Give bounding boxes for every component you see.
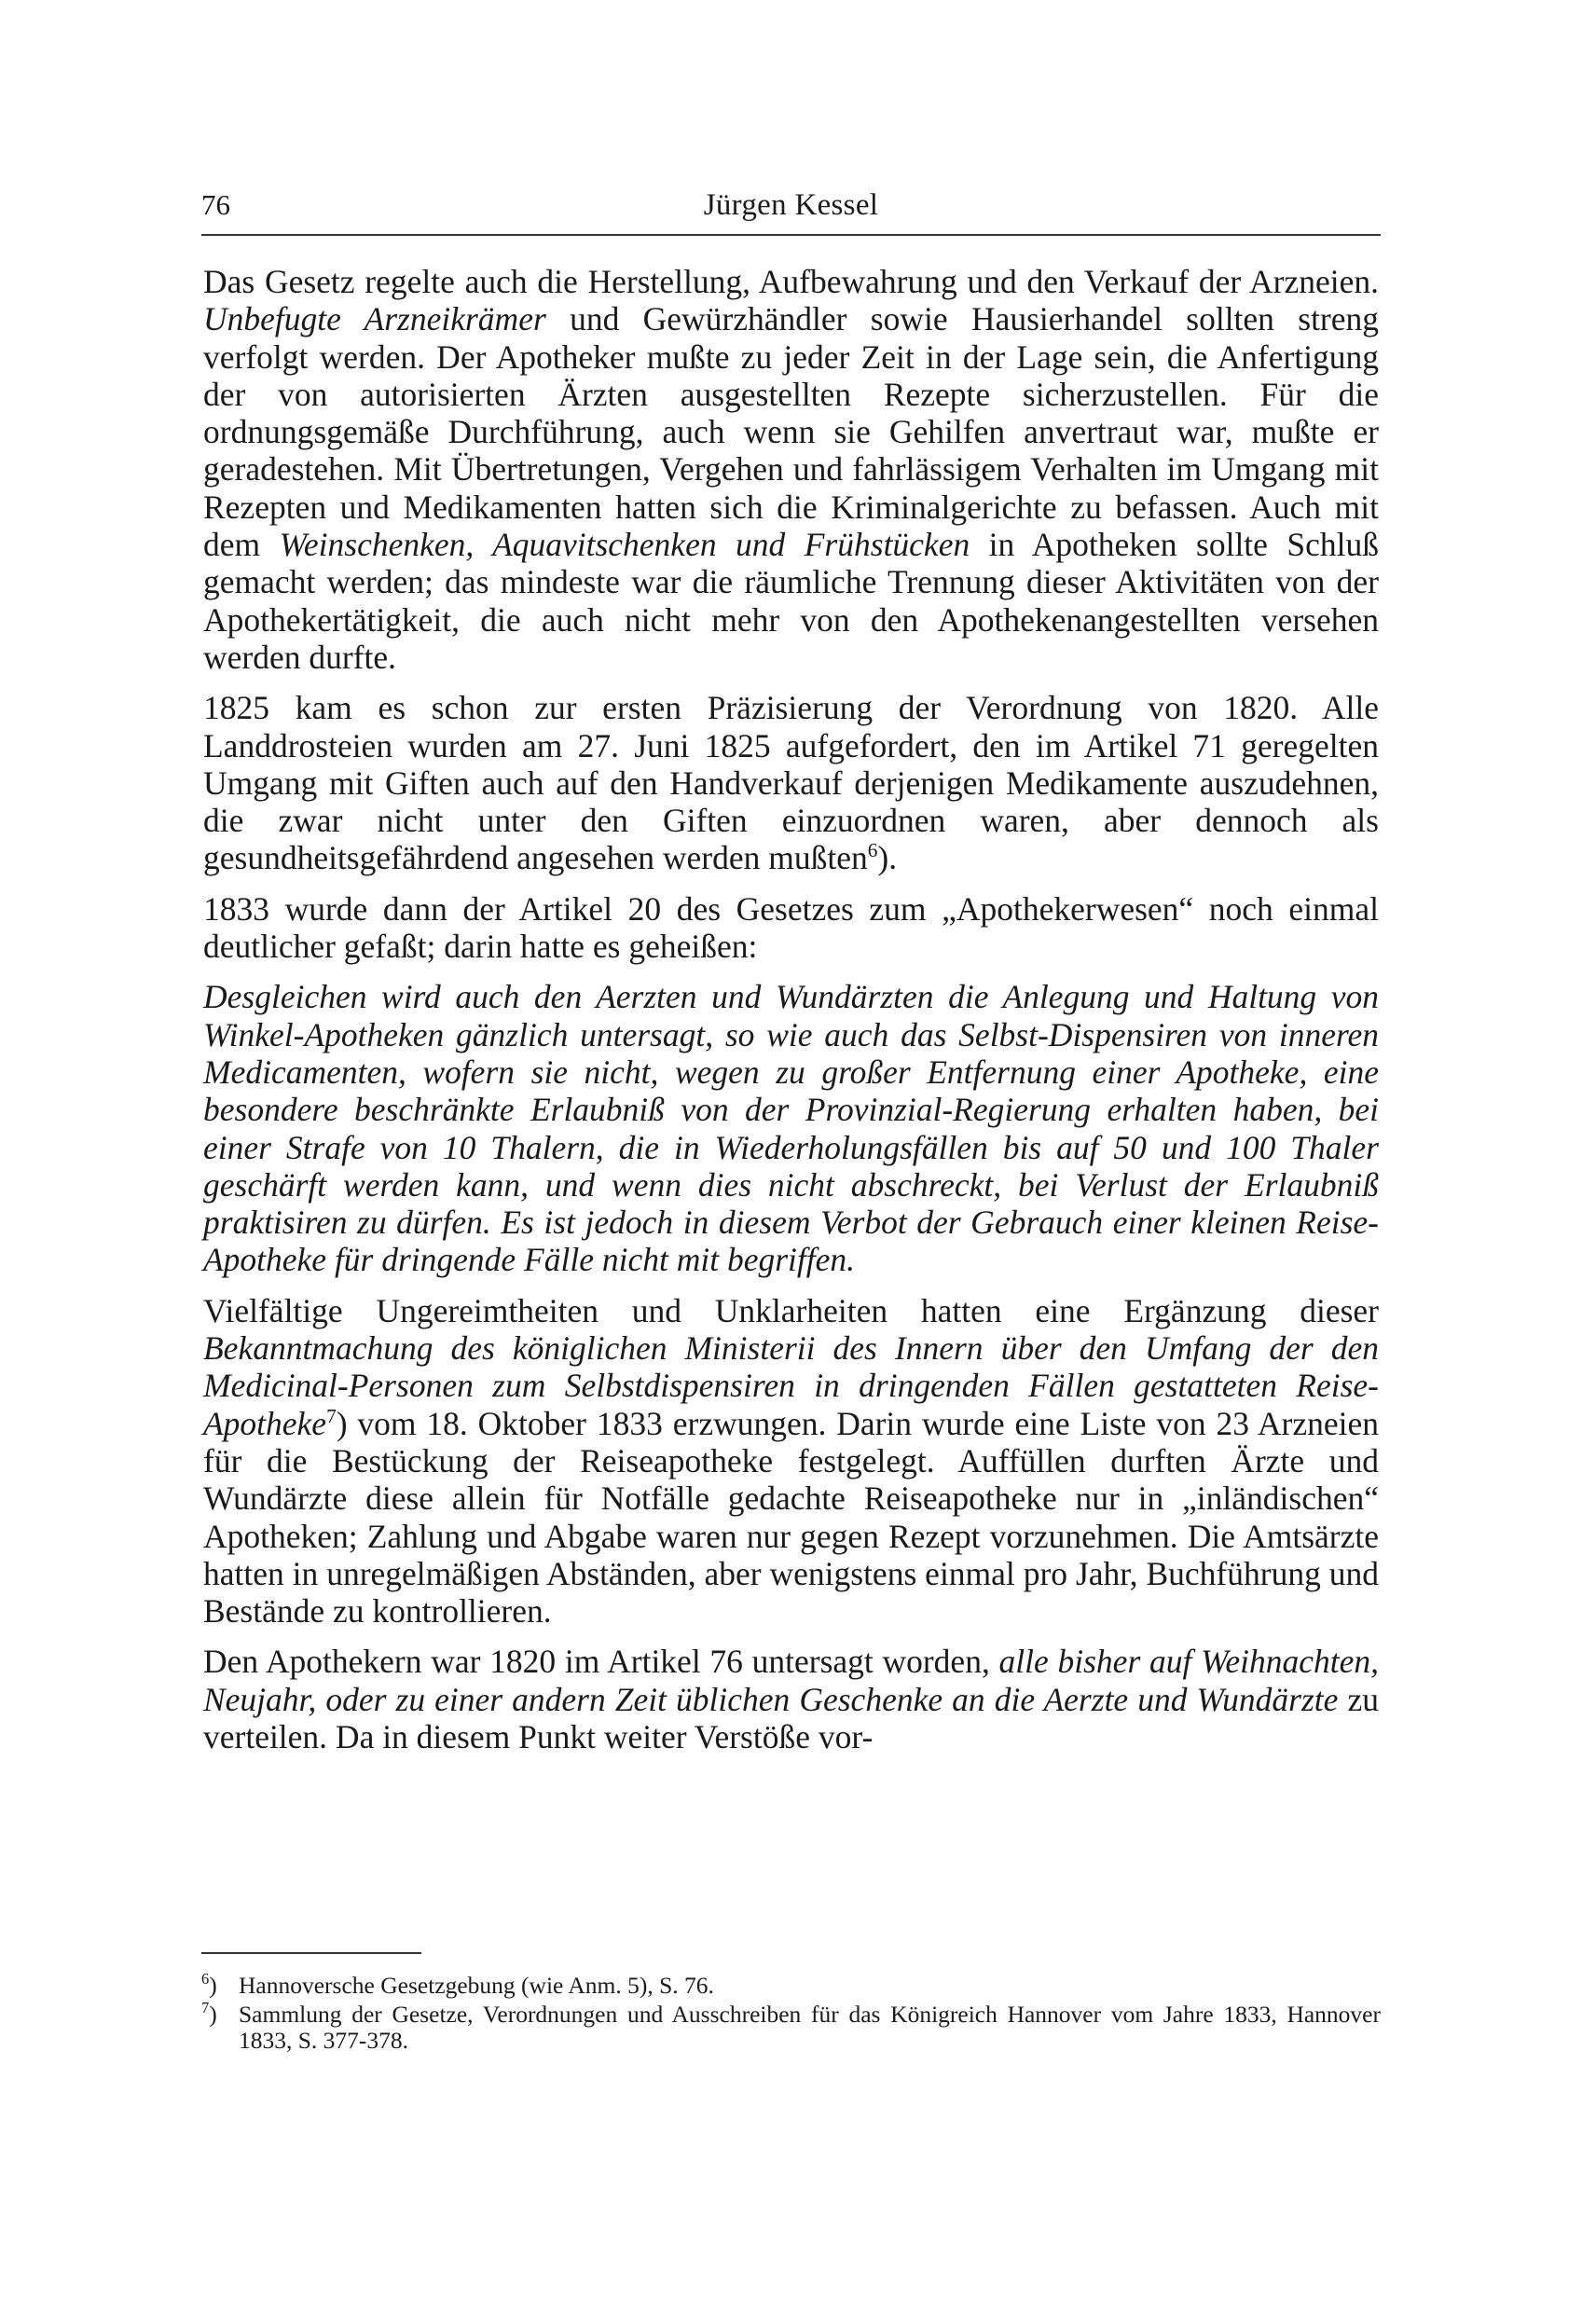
- footnote-divider: [201, 1952, 421, 1954]
- text-run: ) vom 18. Oktober 1833 erzwungen. Darin wurde eine Liste von 23 Arzneien für die Bestückung der Reiseapotheke festgelegt. Auffüllen durften Ärzte und Wundärzte diese allein für Notfälle gedachte Reiseapotheke nur in „inländischen“ Apotheken; Zahlung und Abgabe waren nur gegen Rezept vorzunehmen. Die Amtsärzte hatten in unregelmäßigen Abständen, aber wenigstens einmal pro Jahr, Buchführung und Bestände zu kontrollieren.: [203, 1404, 1379, 1631]
- body-paragraph: [203, 890, 1379, 966]
- footnote-item: [201, 1970, 1381, 2000]
- footnote-text: Sammlung der Gesetze, Verordnungen und Ausschreiben für das Königreich Hannover vom Jahre 1833, Hannover 1833, S. 377-378.: [239, 2000, 1381, 2054]
- text-run: Den Apothekern war 1820 im Artikel 76 untersagt worden,: [203, 1643, 999, 1681]
- footnote-item: [201, 1998, 1381, 2055]
- header-divider: [201, 234, 1381, 236]
- footnote-reference: 6: [867, 839, 878, 862]
- footnote-number: 6: [201, 1970, 210, 1989]
- page-header: [201, 183, 1381, 229]
- text-run: Vielfältige Ungereimtheiten und Unklarheiten hatten eine Ergänzung dieser: [203, 1291, 1379, 1329]
- text-run: und Gewürzhändler sowie Hausierhandel sollten streng verfolgt werden. Der Apotheker mußte zu jeder Zeit in der Lage sein, die Anfertigung der von autorisierten Ärzten ausgestellten Rezepte sicherzustellen. Für die ordnungsgemäße Durchführung, auch wenn sie Gehilfen anvertraut war, mußte er geradestehen. Mit Übertretungen, Vergehen und fahrlässigem Verhalten im Umgang mit Rezepten und Medikamenten hatten sich die Kriminalgerichte zu befassen. Auch mit dem: [203, 300, 1380, 564]
- footnotes: [201, 1970, 1381, 2057]
- text-run: 1833 wurde dann der Artikel 20 des Gesetzes zum „Apothekerwesen“ noch einmal deutlicher gefaßt; darin hatte es geheißen:: [203, 889, 1379, 966]
- footnote-text: Hannoversche Gesetzgebung (wie Anm. 5), S. 76.: [239, 1972, 714, 1999]
- footnote-marker: $^7$): [201, 1998, 217, 2028]
- body-paragraph: [203, 1643, 1379, 1755]
- text-run: in Apotheken sollte Schluß gemacht werden; das mindeste war die räumliche Trennung dieser Aktivitäten von der Apothekertätigkeit, die auch nicht mehr von den Apothekenangestellten versehen werden durfte.: [203, 526, 1379, 676]
- text-run: Das Gesetz regelte auch die Herstellung, Aufbewahrung und den Verkauf der Arzneien.: [203, 263, 1379, 300]
- body-paragraph: [203, 1292, 1379, 1631]
- text-run: zu verteilen. Da in diesem Punkt weiter Verstöße vor-: [203, 1680, 1380, 1755]
- running-head-author: Jürgen Kessel: [703, 188, 879, 222]
- body-text: [203, 263, 1379, 1768]
- body-paragraph: [203, 263, 1379, 676]
- italic-text: alle bisher auf Weihnachten, Neujahr, oder zu einer andern Zeit üblichen Geschenke an die Aerzte und Wundärzte: [203, 1643, 1379, 1718]
- body-paragraph: [203, 689, 1379, 876]
- page-number: 76: [201, 188, 230, 221]
- italic-text: Weinschenken, Aquavitschenken und Frühstücken: [279, 526, 970, 564]
- text-run: ).: [877, 839, 898, 877]
- italic-text: Bekanntmachung des königlichen Ministerii des Innern über den Umfang der den Medicinal-Personen zum Selbstdispensiren in dringenden Fällen gestatteten Reise-Apotheke: [203, 1329, 1379, 1442]
- italic-text: Unbefugte Arzneikrämer: [203, 300, 546, 338]
- text-run: 1825 kam es schon zur ersten Präzisierung der Verordnung von 1820. Alle Landdrosteien wurden am 27. Juni 1825 aufgefordert, den im Artikel 71 geregelten Umgang mit Giften auch auf den Handverkauf derjenigen Medikamente auszudehnen, die zwar nicht unter den Giften einzuordnen waren, aber dennoch als gesundheitsgefährdend angesehen werden mußten: [203, 689, 1379, 877]
- block-quote: [203, 978, 1379, 1278]
- footnote-marker: $^6$): [201, 1970, 217, 1999]
- footnote-number: 7: [201, 1998, 210, 2016]
- italic-text: Desgleichen wird auch den Aerzten und Wundärzten die Anlegung und Haltung von Winkel-Apotheken gänzlich untersagt, so wie auch das Selbst-Dispensiren von inneren Medicamenten, wofern sie nicht, wegen zu großer Entfernung einer Apotheke, eine besondere beschränkte Erlaubniß von der Provinzial-Regierung erhalten haben, bei einer Strafe von 10 Thalern, die in Wiederholungsfällen bis auf 50 und 100 Thaler geschärft werden kann, und wenn dies nicht abschreckt, bei Verlust der Erlaubniß praktisiren zu dürfen. Es ist jedoch in diesem Verbot der Gebrauch einer kleinen Reise-Apotheke für dringende Fälle nicht mit begriffen.: [203, 978, 1379, 1279]
- footnote-reference: 7: [326, 1404, 337, 1427]
